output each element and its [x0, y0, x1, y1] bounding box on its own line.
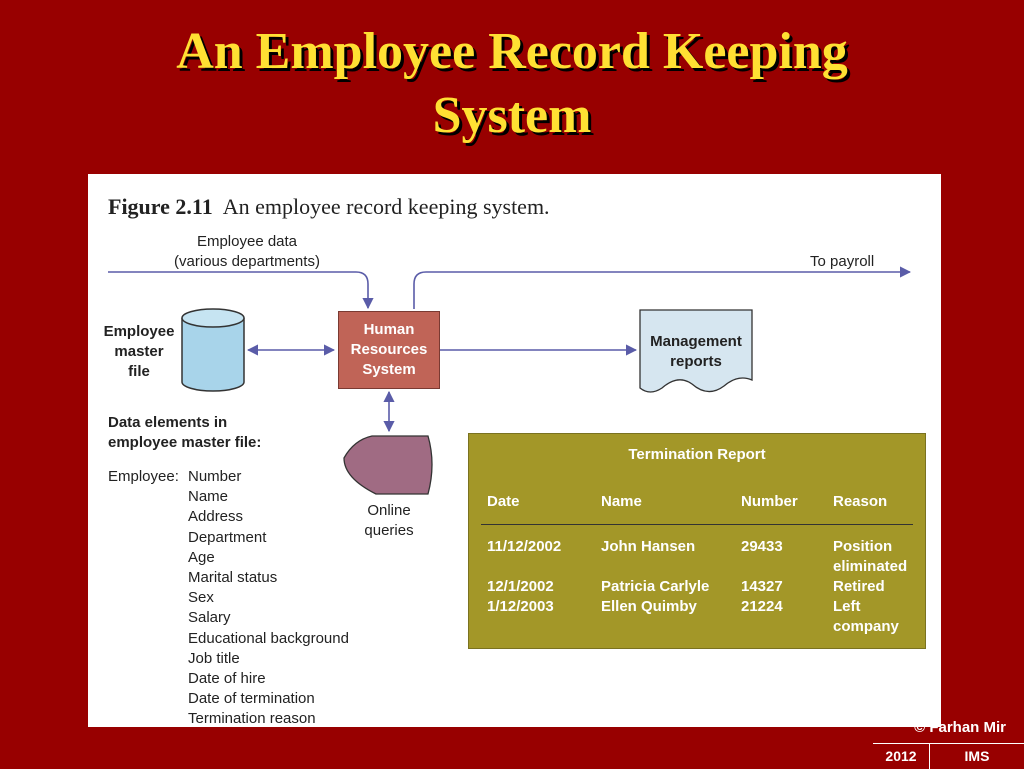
- employee-prefix: Employee:: [108, 468, 179, 485]
- header-date: Date: [481, 492, 595, 525]
- figure-number: Figure 2.11: [108, 194, 213, 219]
- footer-credit: © Farhan Mir: [914, 719, 1006, 736]
- hrs-box: Human Resources System: [338, 311, 440, 389]
- data-elements-heading: Data elements in employee master file:: [108, 414, 262, 451]
- slide-title-line-2: System: [432, 87, 592, 144]
- list-item: Termination reason: [188, 710, 316, 728]
- termination-report: [468, 433, 926, 649]
- footer-course: IMS: [964, 748, 990, 764]
- list-item: Job title: [188, 649, 240, 667]
- header-reason: Reason: [827, 492, 913, 525]
- list-item: Date of hire: [188, 670, 266, 688]
- header-name: Name: [595, 492, 735, 525]
- list-item: Name: [188, 488, 229, 506]
- master-file-label: Employee master file: [103, 323, 175, 380]
- footer-year: 2012: [885, 748, 917, 764]
- arrow-employee-data-to-hrs: [108, 272, 368, 308]
- slide-title: [0, 20, 1024, 148]
- list-item: Educational background: [188, 629, 349, 647]
- online-queries-shape: [344, 436, 432, 494]
- arrow-hrs-to-payroll: [414, 272, 910, 309]
- master-file-cylinder: [182, 309, 244, 391]
- figure-caption-text: An employee record keeping system.: [222, 194, 550, 219]
- table-row: 12/1/2002 Patricia Carlyle 14327 Retired: [487, 578, 885, 595]
- list-item: Date of termination: [188, 690, 315, 708]
- header-number: Number: [735, 492, 827, 525]
- data-elements-list: [108, 467, 349, 728]
- footer-bar: [873, 743, 1024, 769]
- list-item: Number: [188, 468, 242, 485]
- list-item: Salary: [188, 609, 231, 627]
- figure-panel: [88, 174, 941, 727]
- list-item: Address: [188, 508, 244, 526]
- list-item: Sex: [188, 589, 214, 607]
- online-queries-label: Online queries: [364, 502, 414, 539]
- element-items: [188, 467, 349, 730]
- report-header-row: [481, 492, 913, 525]
- table-row: 1/12/2003 Ellen Quimby 21224 Left company: [487, 598, 899, 635]
- management-reports-label: Management reports: [650, 333, 742, 370]
- report-title: Termination Report: [628, 446, 766, 463]
- report-table: [481, 492, 913, 637]
- slide-title-line-1: An Employee Record Keeping: [176, 23, 848, 80]
- list-item: Marital status: [188, 569, 278, 587]
- list-item: Department: [188, 528, 267, 546]
- to-payroll-label: To payroll: [810, 253, 875, 270]
- employee-data-label: Employee data (various departments): [174, 233, 320, 270]
- table-row: 11/12/2002 John Hansen 29433 Position eliminated: [487, 538, 908, 575]
- list-item: Age: [188, 548, 215, 566]
